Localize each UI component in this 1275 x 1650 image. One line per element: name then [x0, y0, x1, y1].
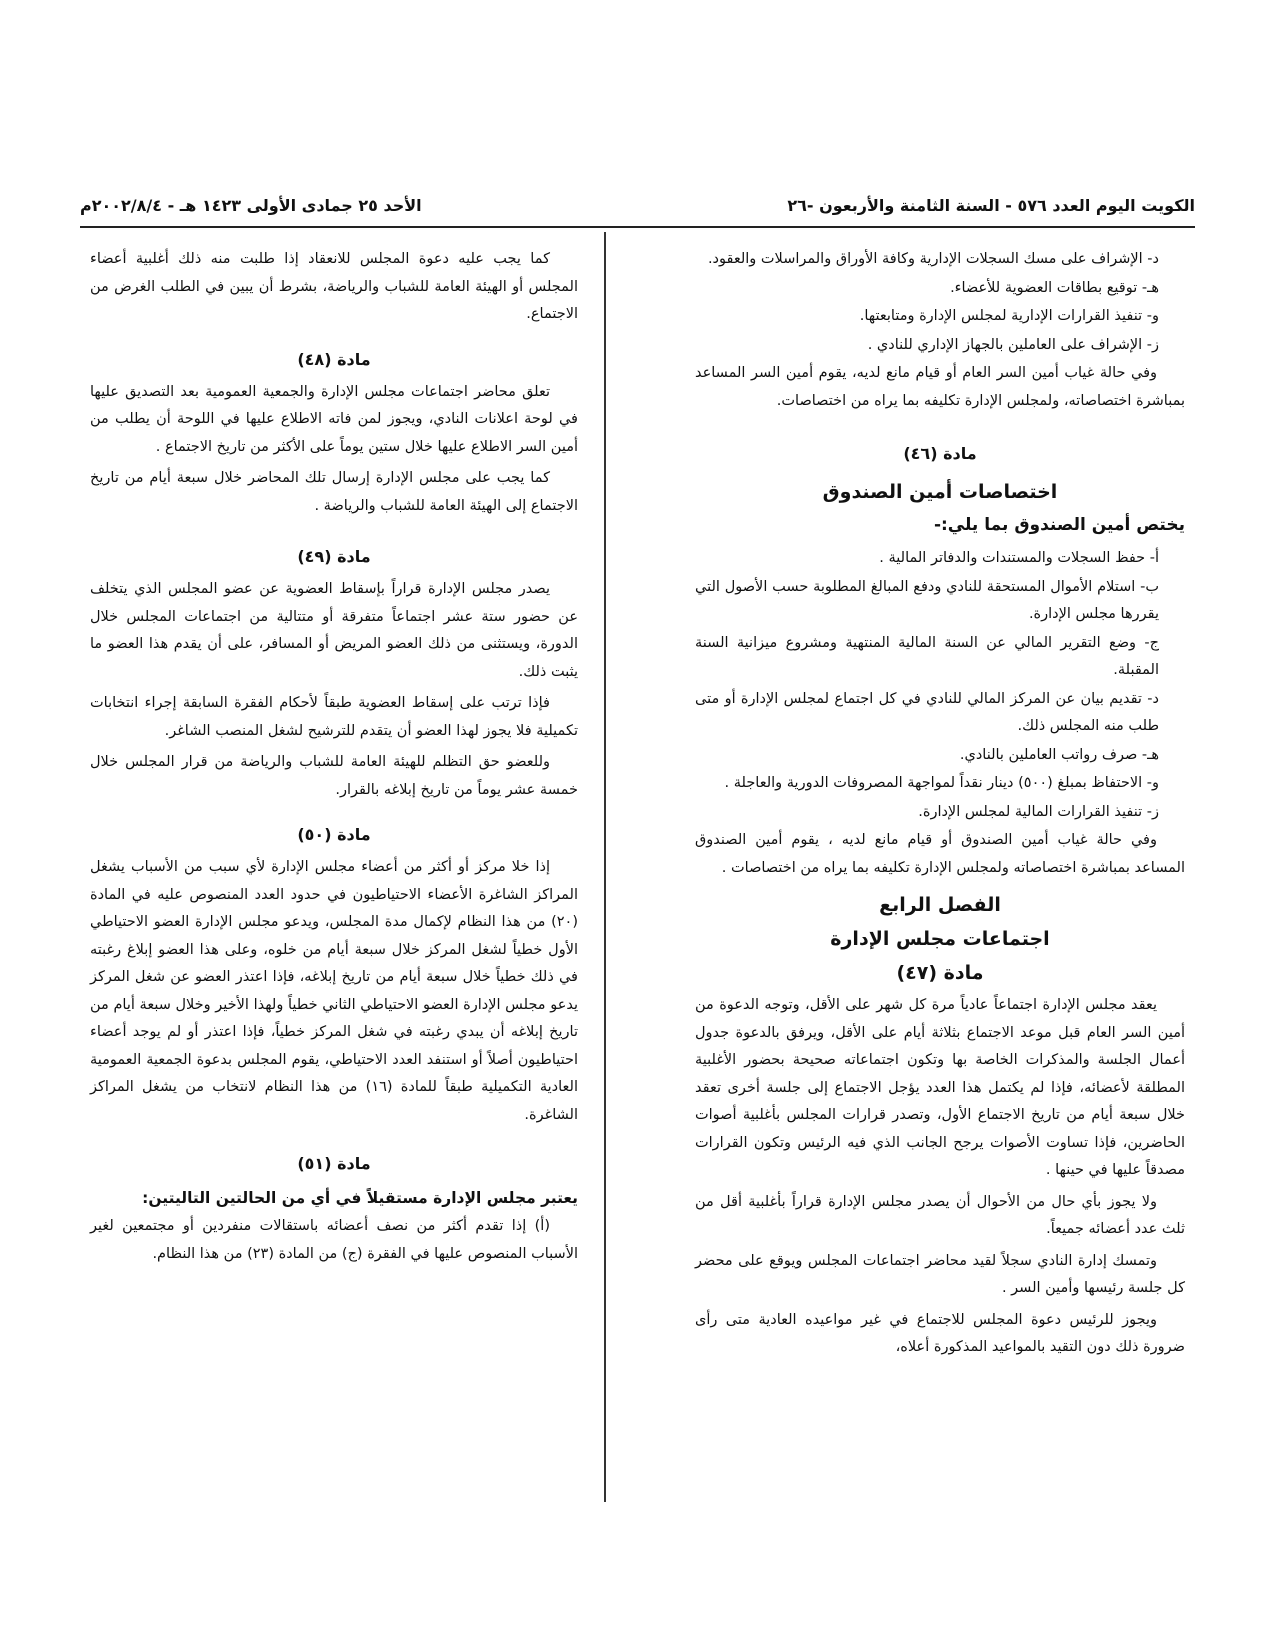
- treasurer-item-b: ب- استلام الأموال المستحقة للنادي ودفع المبالغ المطلوبة حسب الأصول التي يقررها مجلس الإدارة.: [695, 578, 1159, 622]
- gazette-date: الأحد ٢٥ جمادى الأولى ١٤٢٣ هـ - ٢٠٠٢/٨/٤م: [80, 196, 422, 215]
- article-49-title: مادة (٤٩): [297, 547, 371, 566]
- secretary-item-d: د- الإشراف على مسك السجلات الإدارية وكافة الأوراق والمراسلات والعقود.: [707, 251, 1159, 267]
- chapter-title: اجتماعات مجلس الإدارة: [830, 928, 1050, 950]
- gazette-issue-info: الكويت اليوم العدد ٥٧٦ - السنة الثامنة والأربعون -٢٦: [787, 196, 1195, 215]
- article-50-title: مادة (٥٠): [297, 825, 371, 844]
- article-47-paragraph-2: ولا يجوز بأي حال من الأحوال أن يصدر مجلس الإدارة قراراً بأغلبية أقل من ثلث عدد أعضائه جميعاً.: [695, 1193, 1185, 1237]
- article-47-paragraph-1: يعقد مجلس الإدارة اجتماعاً عادياً مرة كل شهر على الأقل، وتوجه الدعوة من أمين السر العام قبل موعد الاجتماع بثلاثة أيام على الأقل، ويرفق بالدعوة جدول أعمال الجلسة والمذكرات الخاصة بها وتكون اجتماعاته صحيحة بحضور الأغلبية المطلقة لأعضائه، فإذا لم يكتمل هذا العدد يؤجل الاجتماع إلى جلسة أخرى تعقد خلال سبعة أيام من تاريخ الاجتماع الأول، وتصدر قرارات المجلس بأغلبية أصوات الحاضرين، فإذا تساوت الأصوات يرجح الجانب الذي فيه الرئيس وتكون القرارات مصدقاً عليها في حينها .: [695, 997, 1185, 1178]
- article-49-paragraph-1: يصدر مجلس الإدارة قراراً بإسقاط العضوية عن عضو المجلس الذي يتخلف عن حضور ستة عشر اجتماعاً متفرقة أو متتالية من اجتماعات المجلس خلال الدورة، ويستثنى من ذلك العضو المريض أو المسافر، على أن يقدم هذا العضو ما يثبت ذلك.: [90, 581, 578, 680]
- article-46-title: مادة (٤٦): [903, 444, 977, 463]
- article-51-title: مادة (٥١): [297, 1154, 371, 1173]
- treasurer-item-z: ز- تنفيذ القرارات المالية لمجلس الإدارة.: [918, 803, 1159, 820]
- article-48-paragraph-1: تعلق محاضر اجتماعات مجلس الإدارة والجمعية العمومية بعد التصديق عليها في لوحة اعلانات النادي، ويجوز لمن فاته الاطلاع عليها في اللوحة أن يطلب من أمين السر الاطلاع عليها خلال ستين يوماً على الأكثر من تاريخ الاجتماع .: [90, 383, 578, 455]
- treasurer-item-h: هـ- صرف رواتب العاملين بالنادي.: [959, 746, 1159, 763]
- secretary-item-z: ز- الإشراف على العاملين بالجهاز الإداري للنادي .: [867, 336, 1159, 353]
- chapter-heading: الفصل الرابع: [879, 894, 1001, 916]
- article-46-heading: اختصاصات أمين الصندوق: [822, 481, 1058, 503]
- secretary-item-h: هـ- توقيع بطاقات العضوية للأعضاء.: [950, 279, 1159, 296]
- secretary-item-w: و- تنفيذ القرارات الإدارية لمجلس الإدارة ومتابعتها.: [859, 308, 1159, 324]
- article-50-paragraph: إذا خلا مركز أو أكثر من أعضاء مجلس الإدارة لأي سبب من الأسباب يشغل المراكز الشاغرة الأعضاء الاحتياطيون في حدود العدد المنصوص عليه في المادة (٢٠) من هذا النظام لإكمال مدة المجلس، ويدعو مجلس الإدارة العضو الاحتياطي الأول خطياً لشغل المركز خلال سبعة أيام من خلوه، وعلى هذا العضو إبلاغ رغبته في ذلك خطياً خلال سبعة أيام من تاريخ إبلاغه، فإذا اعتذر العضو عن شغل المركز يدعو مجلس الإدارة العضو الاحتياطي الثاني خطياً ولهذا الأخير وخلال سبعة أيام من تاريخ إبلاغه أن يبدي رغبته في شغل المركز خطياً، فإذا اعتذر أو لم يوجد أعضاء احتياطيون أصلاً أو استنفد العدد الاحتياطي، يقوم المجلس بدعوة الجمعية العمومية العادية التكميلية طبقاً للمادة (١٦) من هذا النظام لانتخاب من يشغل المراكز الشاغرة.: [90, 859, 578, 1123]
- left-column: [90, 246, 578, 1272]
- secretary-absence-paragraph: وفي حالة غياب أمين السر العام أو قيام مانع لديه، يقوم أمين السر المساعد بمباشرة اختصاصاته، ولمجلس الإدارة تكليفه بما يراه من اختصاصات.: [695, 365, 1185, 409]
- article-47-continuation: كما يجب عليه دعوة المجلس للانعقاد إذا طلبت منه ذلك أغلبية أعضاء المجلس أو الهيئة العامة للشباب والرياضة، بشرط أن يبين في الطلب الغرض من الاجتماع.: [90, 251, 578, 322]
- article-49-paragraph-3: وللعضو حق التظلم للهيئة العامة للشباب والرياضة من قرار المجلس خلال خمسة عشر يوماً من تاريخ إبلاغه بالقرار.: [90, 754, 578, 798]
- treasurer-item-j: ج- وضع التقرير المالي عن السنة المالية المنتهية ومشروع ميزانية السنة المقبلة.: [695, 634, 1159, 678]
- right-column: [695, 246, 1185, 1366]
- treasurer-item-d: د- تقديم بيان عن المركز المالي للنادي في كل اجتماع لمجلس الإدارة أو متى طلب منه المجلس ذلك.: [695, 690, 1159, 734]
- article-48-paragraph-2: كما يجب على مجلس الإدارة إرسال تلك المحاضر خلال سبعة أيام من تاريخ الاجتماع إلى الهيئة العامة للشباب والرياضة .: [90, 470, 578, 514]
- page-header: [80, 196, 1195, 224]
- article-46-intro: يختص أمين الصندوق بما يلي:-: [933, 515, 1185, 535]
- article-51-item-a: (أ) إذا تقدم أكثر من نصف أعضائه باستقالات منفردين أو مجتمعين لغير الأسباب المنصوص عليها في الفقرة (ج) من المادة (٢٣) من هذا النظام.: [90, 1218, 578, 1262]
- article-47-paragraph-3: وتمسك إدارة النادي سجلاً لقيد محاضر اجتماعات المجلس ويوقع على محضر كل جلسة رئيسها وأمين السر .: [695, 1252, 1185, 1296]
- article-47-title: مادة (٤٧): [896, 962, 984, 984]
- article-47-paragraph-4: ويجوز للرئيس دعوة المجلس للاجتماع في غير مواعيده العادية متى رأى ضرورة ذلك دون التقيد بالمواعيد المذكورة أعلاه،: [695, 1311, 1185, 1355]
- article-49-paragraph-2: فإذا ترتب على إسقاط العضوية طبقاً لأحكام الفقرة السابقة إجراء انتخابات تكميلية فلا يجوز لهذا العضو أن يتقدم للترشيح لشغل المنصب الشاغر.: [90, 695, 578, 739]
- header-rule: [80, 226, 1195, 228]
- treasurer-item-w: و- الاحتفاظ بمبلغ (٥٠٠) دينار نقداً لمواجهة المصروفات الدورية والعاجلة .: [724, 775, 1159, 791]
- article-48-title: مادة (٤٨): [297, 349, 371, 369]
- article-51-intro: يعتبر مجلس الإدارة مستقيلاً في أي من الحالتين التاليتين:: [142, 1189, 578, 1207]
- treasurer-item-a: أ- حفظ السجلات والمستندات والدفاتر المالية .: [879, 550, 1159, 566]
- column-divider: [604, 232, 606, 1502]
- treasurer-absence-paragraph: وفي حالة غياب أمين الصندوق أو قيام مانع لديه ، يقوم أمين الصندوق المساعد بمباشرة اختصاصاته ولمجلس الإدارة تكليفه بما يراه من اختصاصات .: [695, 832, 1185, 876]
